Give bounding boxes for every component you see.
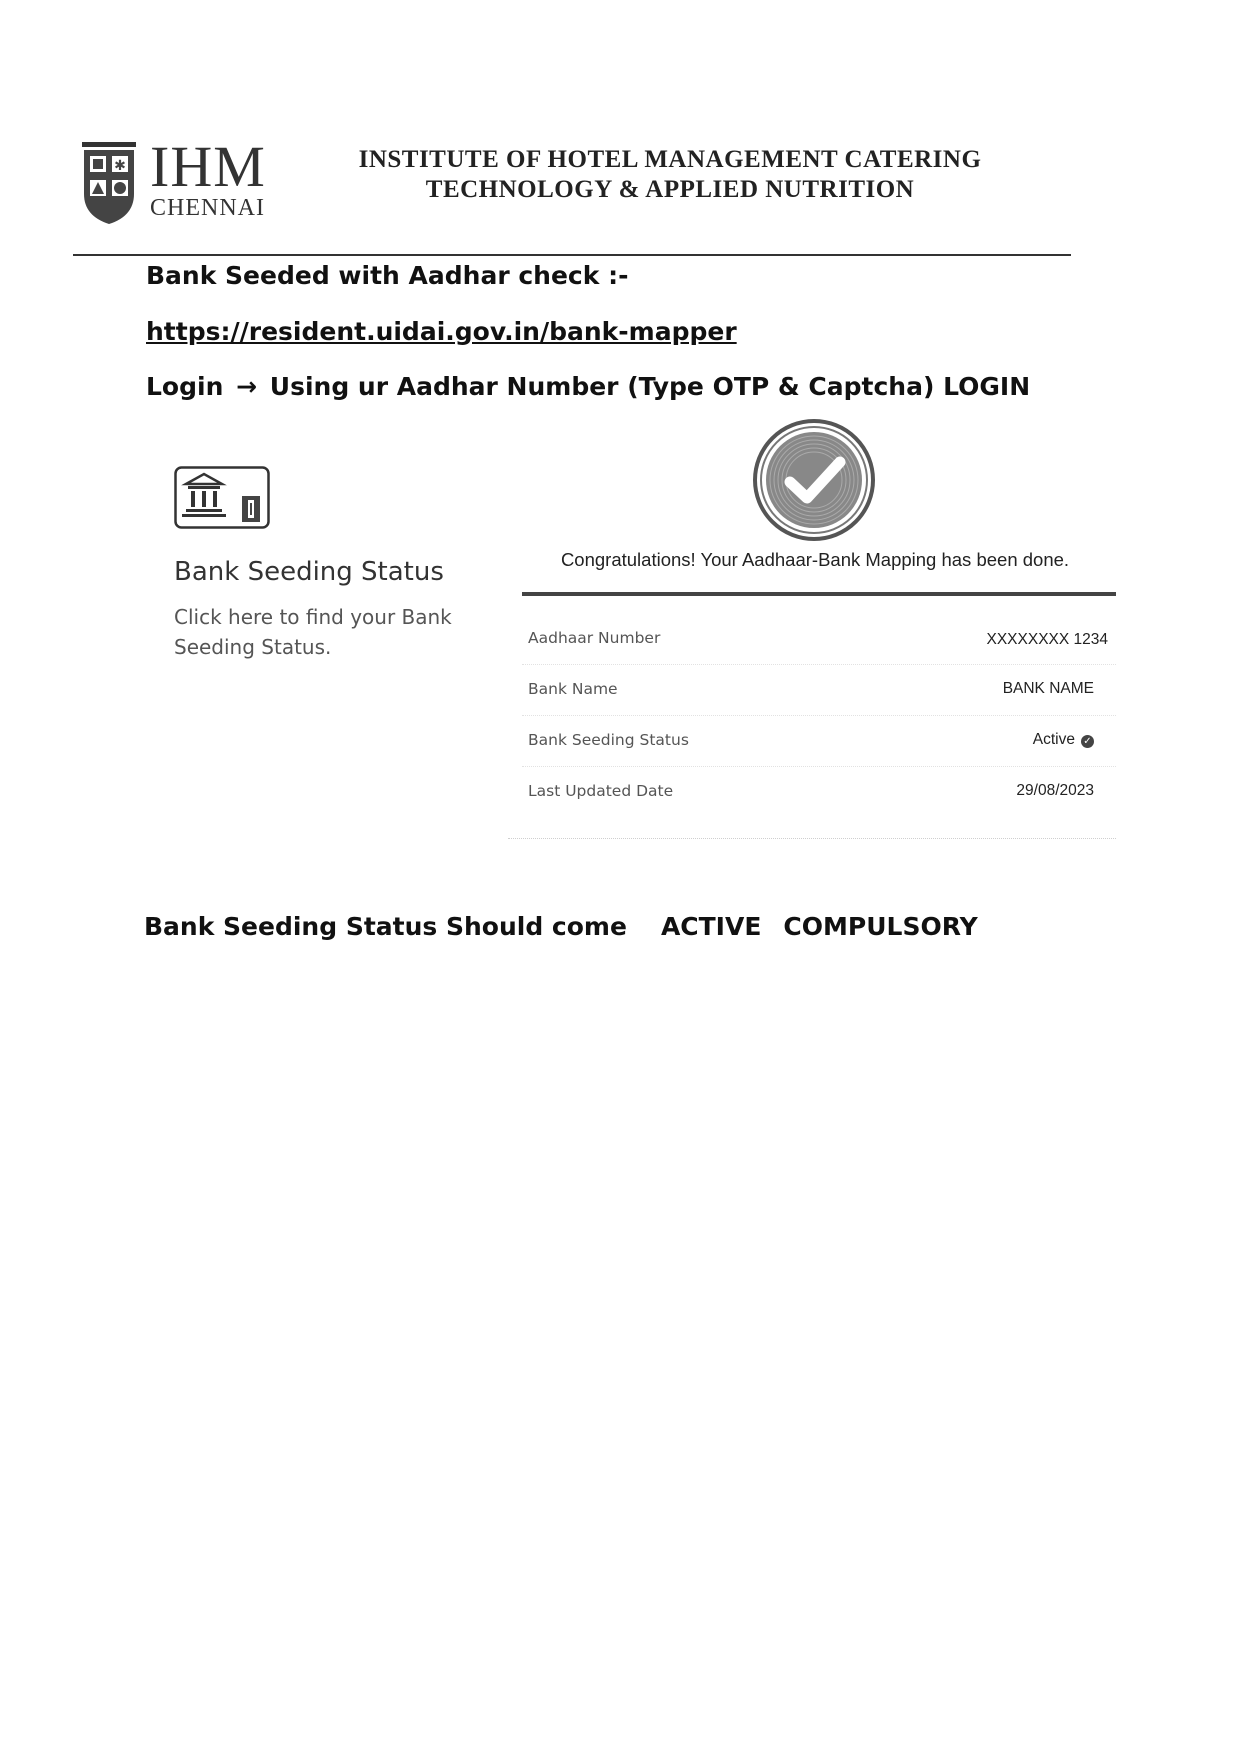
login-instruction: [146, 372, 1030, 402]
last-updated-value: 29/08/2023: [1016, 782, 1094, 799]
login-text: Using ur Aadhar Number (Type OTP & Captcha) LOGIN: [269, 372, 1031, 401]
check-circle-icon: ✓: [1081, 735, 1094, 748]
seeding-status-value-wrap: [1033, 730, 1094, 750]
seeding-card-description: Click here to find your Bank Seeding Status.: [174, 605, 452, 659]
bank-seeding-status-card[interactable]: [148, 462, 518, 712]
institute-title-line-2: TECHNOLOGY & APPLIED NUTRITION: [425, 176, 915, 203]
requirement-level: COMPULSORY: [783, 912, 978, 941]
result-divider: [522, 592, 1116, 596]
requirement-note: [144, 912, 978, 942]
detail-label: Bank Seeding Status: [528, 731, 689, 749]
institute-title: [320, 145, 1020, 205]
logo-text: IHM: [150, 134, 266, 199]
seeding-status-value: Active: [1032, 731, 1075, 748]
requirement-text: Bank Seeding Status Should come: [144, 912, 627, 941]
detail-label: Aadhaar Number: [528, 629, 661, 647]
svg-text:✱: ✱: [114, 158, 126, 174]
bank-icon: [174, 466, 270, 532]
detail-row-seeding-status: [522, 716, 1116, 767]
detail-row-aadhaar-number: [522, 614, 1116, 665]
mapping-details: [522, 614, 1116, 817]
detail-label: Bank Name: [528, 680, 618, 698]
instruction-heading: Bank Seeded with Aadhar check :-: [146, 261, 629, 290]
logo-subtext: CHENNAI: [150, 195, 265, 221]
required-status: ACTIVE: [660, 912, 762, 941]
aadhaar-number-value: XXXXXXXX 1234: [986, 631, 1108, 648]
detail-label: Last Updated Date: [528, 782, 674, 800]
check-badge-icon: [752, 418, 876, 542]
bank-name-value: BANK NAME: [1002, 680, 1094, 697]
ihm-logo: [80, 134, 290, 224]
detail-row-bank-name: [522, 665, 1116, 716]
detail-row-last-updated: [522, 767, 1116, 817]
seeding-card-title: Bank Seeding Status: [174, 557, 444, 587]
success-message: Congratulations! Your Aadhaar-Bank Mapping has been done.: [560, 549, 1070, 570]
bank-mapper-link[interactable]: https://resident.uidai.gov.in/bank-mapper: [146, 317, 737, 346]
login-prefix: Login: [146, 372, 224, 401]
arrow-right-icon: →: [236, 372, 258, 401]
details-bottom-divider: [508, 838, 1116, 839]
crest-icon: [80, 142, 138, 224]
header-divider: [73, 254, 1071, 256]
institute-title-line-1: INSTITUTE OF HOTEL MANAGEMENT CATERING: [358, 146, 982, 173]
